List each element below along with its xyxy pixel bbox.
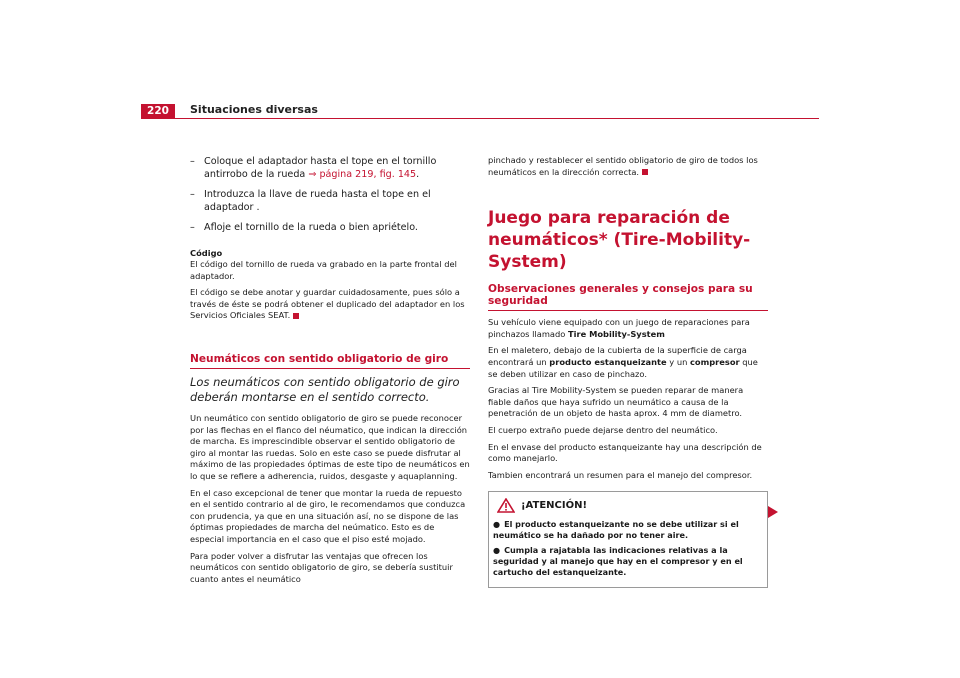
paragraph: En el envase del producto estanqueizante hay una descripción de como manejarlo. <box>488 441 762 464</box>
continued-paragraph <box>488 155 768 178</box>
header-rule <box>141 118 819 119</box>
next-page-arrow-icon <box>768 506 778 518</box>
warning-title: ¡ATENCIÓN! <box>521 500 588 512</box>
section-lead: Los neumáticos con sentido obligatorio de giro deberán montarse en el sentido correcto. <box>190 374 460 404</box>
bullet-icon: ● <box>493 545 501 556</box>
paragraph <box>488 345 768 380</box>
page-number: 220 <box>141 104 175 119</box>
p2-bold-2: compresor <box>689 356 740 367</box>
paragraph: Gracias al Tire Mobility-System se pueden reparar de manera fiable daños que haya sufrido un neumático a causa de la penetración de un objeto de hasta aprox. 4 mm de diametro. <box>488 385 744 419</box>
step-dash: – <box>190 189 195 200</box>
codigo-label: Código <box>190 248 223 258</box>
warning-item-text: El producto estanqueizante no se debe utilizar si el neumático se ha dañado por no tener aire. <box>493 519 739 541</box>
step-2 <box>190 188 470 214</box>
warning-item <box>493 545 761 578</box>
step-text: Afloje el tornillo de la rueda o bien apriételo. <box>204 222 418 233</box>
section-title-safety: Observaciones generales y consejos para su seguridad <box>488 283 753 308</box>
paragraph: Para poder volver a disfrutar las ventajas que ofrecen los neumáticos con sentido obligatorio de giro, se debería sustituir cuanto antes el neumático <box>190 550 453 584</box>
p1-text: Su vehículo viene equipado con un juego de reparaciones para pinchazos llamado <box>488 317 750 339</box>
p2-text-2: y un <box>666 356 690 367</box>
p1-bold: Tire Mobility-System <box>567 328 665 339</box>
p2-bold-1: producto estanqueizante <box>549 356 667 367</box>
end-square-icon <box>293 313 299 319</box>
left-column <box>190 155 470 590</box>
paragraph: El cuerpo extraño puede dejarse dentro del neumático. <box>488 424 718 435</box>
step-text: Introduzca la llave de rueda hasta el tope en el adaptador . <box>204 189 431 213</box>
step-1 <box>190 155 470 181</box>
warning-header <box>493 498 761 513</box>
paragraph: En el caso excepcional de tener que montar la rueda de repuesto en el sentido contrario al de giro, le recomendamos que conduzca con prudencia, ya que en una situación así, no se dispone de las óptimas propiedades de marcha del neúmatico. Esto es de especial importancia en el caso que el piso esté mojado. <box>190 487 466 544</box>
codigo-paragraph-1: El código del tornillo de rueda va grabado en la parte frontal del adaptador. <box>190 259 457 281</box>
p2-text-3: que se deben utilizar en caso de pinchazo. <box>488 356 758 379</box>
right-column <box>488 155 768 588</box>
bullet-icon: ● <box>493 519 501 530</box>
running-head: Situaciones diversas <box>190 103 318 116</box>
codigo-paragraph-2 <box>190 287 470 322</box>
continued-paragraph-text: pinchado y restablecer el sentido obligatorio de giro de todos los neumáticos en la dirección correcta. <box>488 155 758 177</box>
page-reference-link[interactable]: ⇒ página 219, fig. 145 <box>308 169 417 180</box>
step-3 <box>190 221 470 234</box>
warning-box <box>488 491 768 588</box>
step-dash: – <box>190 222 195 233</box>
section-rule <box>488 310 768 311</box>
warning-item <box>493 519 761 541</box>
end-square-icon <box>642 169 648 175</box>
codigo-paragraph-2-text: El código se debe anotar y guardar cuidadosamente, pues sólo a través de éste se podrá obtener el duplicado del adaptador en los Servicios Oficiales SEAT. <box>190 287 465 321</box>
chapter-title: Juego para reparación de neumáticos* (Tire-Mobility-System) <box>488 208 751 273</box>
p2-text: En el maletero, debajo de la cubierta de la superficie de carga encontrará un <box>488 345 747 367</box>
section-rule <box>190 368 470 369</box>
paragraph <box>488 317 768 340</box>
section-title-directional-tires: Neumáticos con sentido obligatorio de giro <box>190 352 449 365</box>
step-text-end: . <box>416 169 420 180</box>
step-dash: – <box>190 156 195 167</box>
paragraph: Tambien encontrará un resumen para el manejo del compresor. <box>488 469 753 480</box>
warning-triangle-icon <box>497 498 515 513</box>
warning-item-text: Cumpla a rajatabla las indicaciones relativas a la seguridad y al manejo que hay en el compresor y en el cartucho del estanqueizante. <box>493 545 743 578</box>
paragraph: Un neumático con sentido obligatorio de giro se puede reconocer por las flechas en el flanco del néumatico, que indican la dirección de marcha. Es imprescindible observar el sentido obligatorio de giro al montar las ruedas. Solo en este caso se puede disfrutar al máximo de las propiedades óptimas de este tipo de neumáticos en lo que se refiere a adherencia, ruidos, desgaste y aquaplanning. <box>190 412 470 481</box>
step-text: Coloque el adaptador hasta el tope en el tornillo antirrobo de la rueda <box>204 156 437 180</box>
